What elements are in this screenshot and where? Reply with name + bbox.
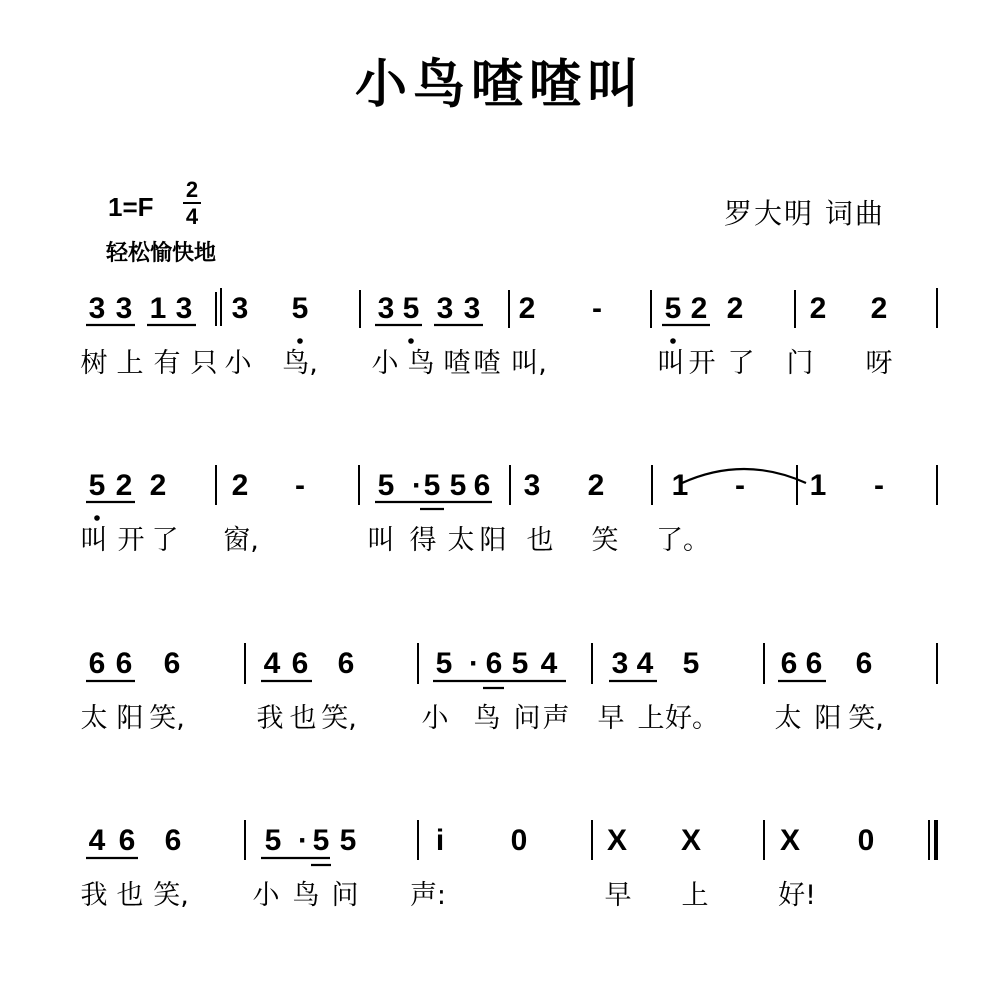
note: 5 <box>88 469 106 502</box>
lyric: 笑, <box>848 703 884 734</box>
lyric: 早 <box>597 703 625 734</box>
note: 6 <box>163 647 181 680</box>
note: 5 <box>291 292 309 325</box>
note: 5 <box>449 469 467 502</box>
octave-dot-below <box>297 338 303 344</box>
note: · <box>298 824 308 857</box>
note: 5 <box>264 824 282 857</box>
note: - <box>874 469 884 502</box>
lyric: 小 <box>224 348 252 379</box>
lyric: 树 <box>80 348 108 379</box>
lyric: 我 <box>256 703 284 734</box>
note: 5 <box>377 469 395 502</box>
lyric: 声: <box>409 880 447 911</box>
lyric: 早 <box>604 880 632 911</box>
lyric: 我 <box>80 880 108 911</box>
note: 6 <box>805 647 823 680</box>
lyric: 笑 <box>591 525 619 556</box>
lyric: 了 <box>151 525 179 556</box>
note: 4 <box>636 647 654 680</box>
lyric: 阳 <box>116 703 144 734</box>
note: 6 <box>291 647 309 680</box>
lyric: 问 <box>331 880 359 911</box>
lyric: 笑, <box>153 880 189 911</box>
lyric: 阳 <box>814 703 842 734</box>
note: 2 <box>149 469 167 502</box>
tempo-marking: 轻松愉快地 <box>106 241 217 266</box>
song-title: 小鸟喳喳叫 <box>354 55 645 115</box>
octave-dot-below <box>94 515 100 521</box>
lyric: 有 <box>153 348 181 379</box>
lyric: 窗, <box>223 525 259 556</box>
lyric: 也 <box>289 703 317 734</box>
lyric: 鸟 <box>473 703 501 734</box>
composer-credit: 罗大明 词曲 <box>724 197 885 230</box>
note: 3 <box>377 292 395 325</box>
note: 6 <box>337 647 355 680</box>
lyric: 鸟, <box>282 348 318 379</box>
note: X <box>680 824 702 857</box>
note: 3 <box>436 292 454 325</box>
meter-top: 2 <box>185 177 199 202</box>
note: 1 <box>809 469 827 502</box>
note: 4 <box>540 647 558 680</box>
lyric: 呀 <box>865 348 893 379</box>
lyric: 叫 <box>367 525 395 556</box>
lyric: 鸟 <box>292 880 320 911</box>
lyric: 叫 <box>657 348 685 379</box>
note: 5 <box>312 824 330 857</box>
lyric: 太 <box>774 703 802 734</box>
note: 6 <box>164 824 182 857</box>
note: - <box>592 292 602 325</box>
key-signature: 1=F <box>108 192 154 222</box>
note: i <box>435 824 445 857</box>
note: 2 <box>726 292 744 325</box>
note: 6 <box>118 824 136 857</box>
note: 6 <box>855 647 873 680</box>
lyric: 上 <box>681 880 709 911</box>
note: 3 <box>231 292 249 325</box>
lyric: 喳 <box>473 348 501 379</box>
octave-dot-below <box>670 338 676 344</box>
note: - <box>295 469 305 502</box>
note: 3 <box>523 469 541 502</box>
lyric: 笑, <box>149 703 185 734</box>
note: 2 <box>231 469 249 502</box>
note: X <box>779 824 801 857</box>
lyric: 开 <box>688 348 716 379</box>
note: 2 <box>115 469 133 502</box>
note: 0 <box>510 824 528 857</box>
lyric: 小 <box>371 348 399 379</box>
note: · <box>412 469 422 502</box>
note: 5 <box>402 292 420 325</box>
note: 5 <box>423 469 441 502</box>
lyric: 问 <box>513 703 541 734</box>
lyric: 声 <box>542 703 570 734</box>
lyric: 上 <box>637 703 665 734</box>
note: 5 <box>511 647 529 680</box>
lyric: 小 <box>252 880 280 911</box>
note: 4 <box>88 824 106 857</box>
note: 3 <box>611 647 629 680</box>
note: 3 <box>175 292 193 325</box>
octave-dot-below <box>408 338 414 344</box>
lyric: 喳 <box>443 348 471 379</box>
lyric: 太 <box>447 525 475 556</box>
note: · <box>469 647 479 680</box>
lyric: 叫 <box>80 525 108 556</box>
note: 0 <box>857 824 875 857</box>
note: 2 <box>870 292 888 325</box>
lyric: 得 <box>409 525 437 556</box>
note: 2 <box>690 292 708 325</box>
note: 4 <box>263 647 281 680</box>
note: 6 <box>485 647 503 680</box>
note: 3 <box>463 292 481 325</box>
meter-bottom: 4 <box>185 204 199 229</box>
note: 6 <box>473 469 491 502</box>
lyric: 了 <box>727 348 755 379</box>
lyric: 上 <box>116 348 144 379</box>
lyric: 只 <box>190 348 218 379</box>
note: 5 <box>339 824 357 857</box>
lyric: 门 <box>786 348 814 379</box>
lyric: 了。 <box>656 525 710 556</box>
lyric: 笑, <box>321 703 357 734</box>
note: 2 <box>809 292 827 325</box>
note: 6 <box>780 647 798 680</box>
note: - <box>735 469 745 502</box>
note: 3 <box>115 292 133 325</box>
lyric: 叫, <box>511 348 547 379</box>
note: 6 <box>115 647 133 680</box>
note: 2 <box>587 469 605 502</box>
note: 6 <box>88 647 106 680</box>
note: 5 <box>435 647 453 680</box>
note: 3 <box>88 292 106 325</box>
lyric: 好。 <box>665 703 719 734</box>
lyric: 也 <box>526 525 554 556</box>
note: 5 <box>682 647 700 680</box>
lyric: 好! <box>778 880 816 911</box>
note: 1 <box>149 292 167 325</box>
note: 5 <box>664 292 682 325</box>
lyric: 阳 <box>479 525 507 556</box>
lyric: 小 <box>421 703 449 734</box>
note: 1 <box>671 469 689 502</box>
lyric: 开 <box>117 525 145 556</box>
lyric: 太 <box>80 703 108 734</box>
note: X <box>606 824 628 857</box>
lyric: 鸟 <box>407 348 435 379</box>
lyric: 也 <box>116 880 144 911</box>
note: 2 <box>518 292 536 325</box>
